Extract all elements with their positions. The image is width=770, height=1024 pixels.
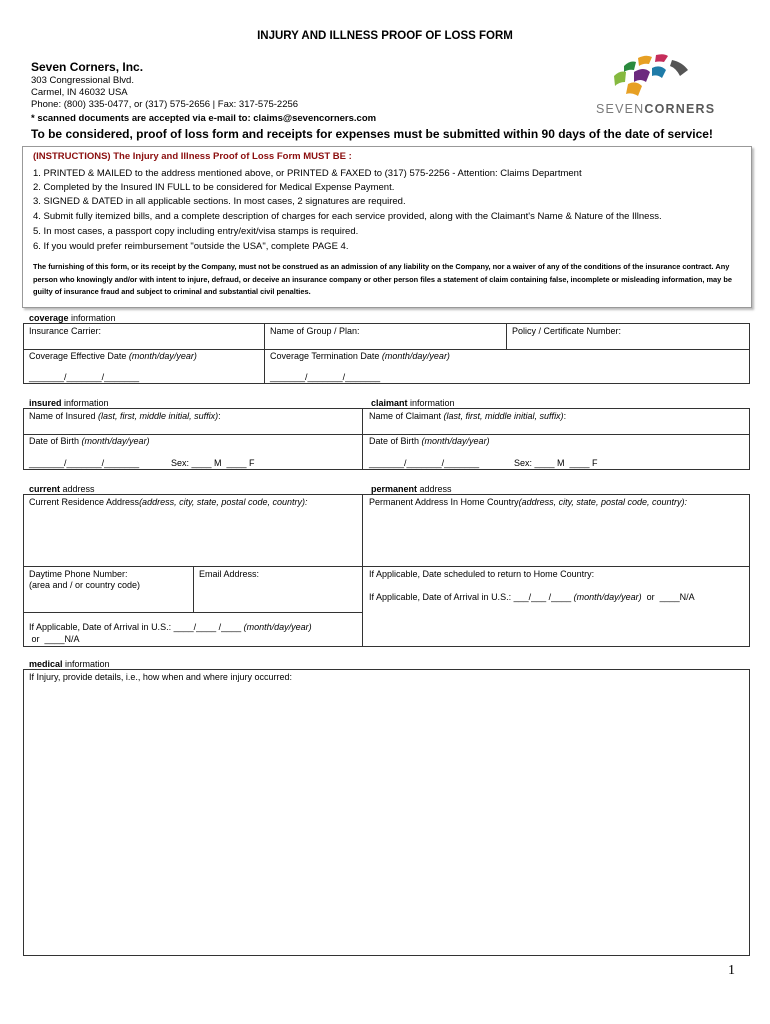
- instruction-item: 2. Completed by the Insured IN FULL to be considered for Medical Expense Payment.: [33, 182, 395, 193]
- insurance-carrier-field[interactable]: [30, 336, 258, 348]
- daytime-phone-label: Daytime Phone Number:: [29, 569, 128, 579]
- submission-deadline-notice: To be considered, proof of loss form and receipts for expenses must be submitted within 90 days of the date of service!: [31, 127, 713, 141]
- company-name: Seven Corners, Inc.: [31, 60, 144, 74]
- instruction-item: 3. SIGNED & DATED in all applicable sections. In most cases, 2 signatures are required.: [33, 196, 406, 207]
- insured-section-label: insured information: [29, 398, 109, 408]
- injury-details-field[interactable]: [30, 686, 744, 950]
- insured-name-field[interactable]: [30, 421, 356, 433]
- fraud-disclaimer: The furnishing of this form, or its receipt by the Company, must not be construed as an admission of any liability on the Company, nor a waiver of any of the conditions of the insurance contract. Any person who knowingly and/or with intent to injure, defraud, or deceive an insurance company or other person files a statement of claim containing false, incomplete or misleading information, may be guilty of insurance fraud and subject to criminal and substantial civil penalties.: [33, 262, 732, 296]
- seven-corners-logo-mark: [612, 52, 696, 100]
- logo-petal-purple: [634, 69, 650, 82]
- policy-number-label: Policy / Certificate Number:: [512, 326, 622, 336]
- claimant-dob-label: Date of Birth (month/day/year): [369, 436, 490, 446]
- logo-petal-yellow: [626, 82, 642, 96]
- logo-petal-green: [624, 62, 636, 73]
- current-address-section-label: current address: [29, 484, 95, 494]
- scanned-documents-note: * scanned documents are accepted via e-mail to: claims@sevencorners.com: [31, 113, 377, 124]
- form-title: INJURY AND ILLNESS PROOF OF LOSS FORM: [257, 30, 513, 42]
- instruction-item: 6. If you would prefer reimbursement "outside the USA", complete PAGE 4.: [33, 241, 349, 252]
- current-address-field[interactable]: [30, 509, 356, 563]
- logo-petal-orange: [638, 56, 652, 66]
- logo-petal-blue: [652, 66, 666, 78]
- insured-claimant-row-divider: [23, 434, 750, 435]
- current-address-label: Current Residence Address(address, city, state, postal code, country):: [29, 497, 308, 507]
- page-number: 1: [728, 963, 735, 978]
- logo-word-corners: CORNERS: [644, 102, 716, 116]
- instruction-item: 1. PRINTED & MAILED to the address mentioned above, or PRINTED & FAXED to (317) 575-2256 - Attention: Claims Department: [33, 168, 582, 179]
- daytime-phone-sublabel: (area and / or country code): [29, 580, 141, 590]
- coverage-effective-date-field[interactable]: _______/_______/_______: [29, 372, 140, 382]
- coverage-divider: [506, 323, 507, 349]
- coverage-section-label: coverage information: [29, 313, 116, 323]
- claimant-name-label: Name of Claimant (last, first, middle initial, suffix):: [369, 411, 567, 421]
- instruction-item: 4. Submit fully itemized bills, and a complete description of charges for each service provided, along with the Claimant's Name & Nature of the Illness.: [33, 211, 662, 222]
- policy-number-field[interactable]: [512, 336, 744, 348]
- arrival-date-left-field[interactable]: If Applicable, Date of Arrival in U.S.: ____/____ /____ (month/day/year): [29, 622, 312, 632]
- company-phone: Phone: (800) 335-0477, or (317) 575-2656 | Fax: 317-575-2256: [31, 99, 299, 110]
- claimant-name-field[interactable]: [369, 421, 744, 433]
- injury-details-prompt: If Injury, provide details, i.e., how when and where injury occurred:: [29, 672, 292, 682]
- company-address-line2: Carmel, IN 46032 USA: [31, 87, 128, 98]
- email-address-label: Email Address:: [199, 569, 260, 579]
- contact-row-divider: [23, 612, 363, 613]
- address-divider: [362, 494, 363, 647]
- arrival-na-option[interactable]: or ____N/A: [29, 634, 80, 644]
- instructions-heading: (INSTRUCTIONS) The Injury and Illness Proof of Loss Form MUST BE :: [33, 151, 352, 162]
- daytime-phone-field[interactable]: [30, 592, 188, 610]
- claimant-sex-field[interactable]: Sex: ____ M ____ F: [514, 458, 598, 468]
- coverage-divider: [264, 323, 265, 384]
- insured-name-label: Name of Insured (last, first, middle initial, suffix):: [29, 411, 221, 421]
- coverage-termination-date-field[interactable]: _______/_______/_______: [270, 372, 381, 382]
- group-plan-field[interactable]: [270, 336, 500, 348]
- permanent-address-field[interactable]: [369, 509, 744, 563]
- logo-petal-gray: [670, 60, 688, 76]
- insurance-carrier-label: Insurance Carrier:: [29, 326, 102, 336]
- coverage-termination-date-label: Coverage Termination Date (month/day/year): [270, 351, 450, 361]
- insured-dob-field[interactable]: _______/_______/_______: [29, 458, 140, 468]
- logo-wordmark: [596, 102, 715, 116]
- permanent-address-section-label: permanent address: [371, 484, 452, 494]
- company-address-line1: 303 Congressional Blvd.: [31, 75, 134, 86]
- address-row-divider: [23, 566, 750, 567]
- logo-petal-red: [655, 54, 668, 62]
- instruction-item: 5. In most cases, a passport copy including entry/exit/visa stamps is required.: [33, 226, 359, 237]
- coverage-row-divider: [23, 349, 750, 350]
- phone-email-divider: [193, 566, 194, 612]
- group-plan-label: Name of Group / Plan:: [270, 326, 360, 336]
- arrival-date-right-field[interactable]: If Applicable, Date of Arrival in U.S.: ___/___ /____ (month/day/year) or ____N/A: [369, 592, 695, 602]
- insured-dob-label: Date of Birth (month/day/year): [29, 436, 150, 446]
- permanent-address-label: Permanent Address In Home Country(address, city, state, postal code, country):: [369, 497, 687, 507]
- claimant-section-label: claimant information: [371, 398, 455, 408]
- logo-petal-lime: [614, 72, 626, 87]
- insured-sex-field[interactable]: Sex: ____ M ____ F: [171, 458, 255, 468]
- coverage-effective-date-label: Coverage Effective Date (month/day/year): [29, 351, 197, 361]
- email-address-field[interactable]: [199, 580, 357, 610]
- return-home-date-label: If Applicable, Date scheduled to return to Home Country:: [369, 569, 595, 579]
- logo-word-seven: SEVEN: [596, 102, 645, 116]
- claimant-dob-field[interactable]: _______/_______/_______: [369, 458, 480, 468]
- insured-claimant-divider: [362, 408, 363, 470]
- medical-section-label: medical information: [29, 659, 110, 669]
